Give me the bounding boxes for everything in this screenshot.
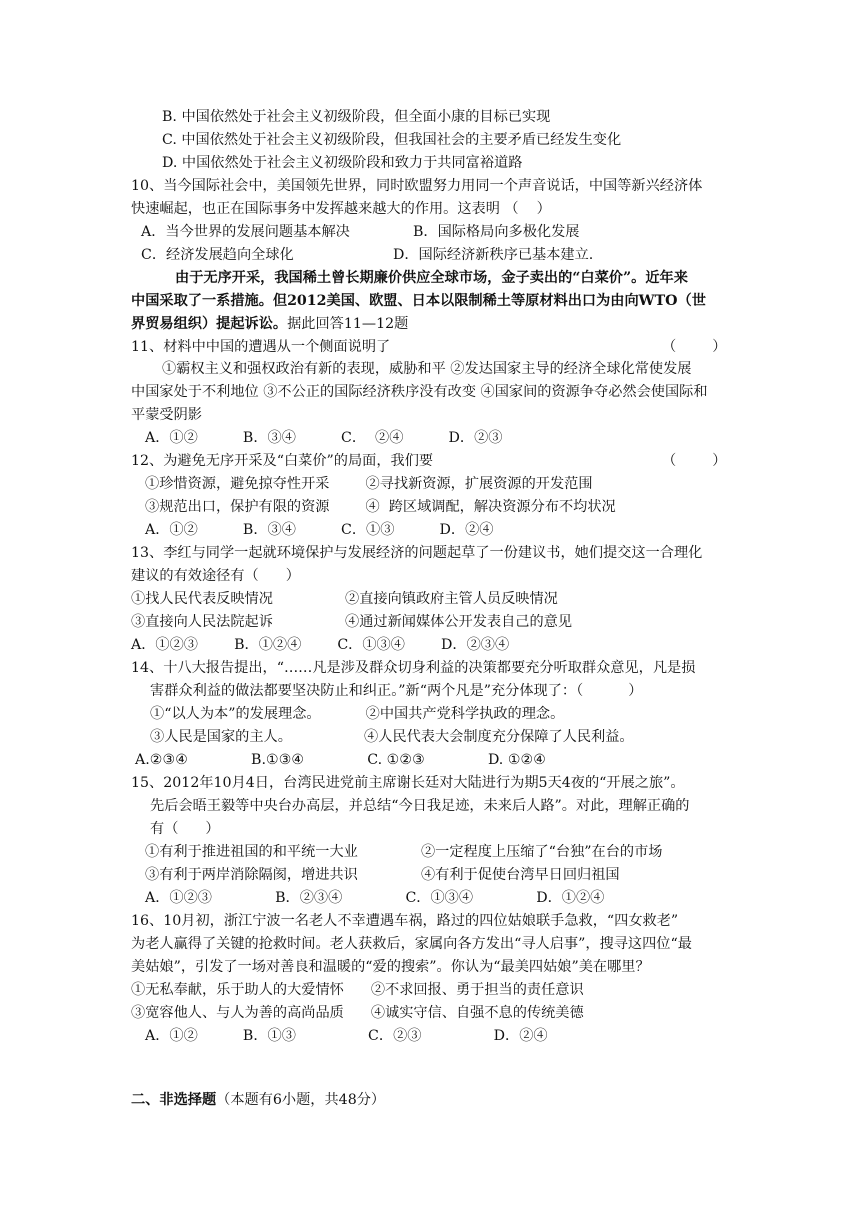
section-2-heading <box>131 1090 385 1110</box>
material-line1: 由于无序开采，我国稀土曾长期廉价供应全球市场，金子卖出的“白菜价”。近年来 <box>175 270 688 286</box>
section-2-note: （本题有6小题，共48分） <box>216 1092 386 1108</box>
q12-items-line1: ①珍惜资源，避免掠夺性开采 ②寻找新资源，扩展资源的开发范围 <box>145 476 593 492</box>
q14-items-line2: ③人民是国家的主人。 ④人民代表大会制度充分保障了人民利益。 <box>150 729 634 745</box>
q16-items-line2: ③宽容他人、与人为善的高尚品质 ④诚实守信、自强不息的传统美德 <box>131 1005 584 1021</box>
q16-items-line1: ①无私奉献，乐于助人的大爱情怀 ②不求回报、勇于担当的责任意识 <box>131 982 584 998</box>
q15-stem-line3: 有（ ） <box>150 821 220 837</box>
q14-stem-line2: 害群众利益的做法都要坚决防止和纠正。”新“两个凡是”充分体现了：（ ） <box>150 683 643 699</box>
q13-stem-line1: 13、李红与同学一起就环境保护与发展经济的问题起草了一份建议书，她们提交这一合理化 <box>131 545 703 561</box>
q11-stem: 11、材料中中国的遭遇从一个侧面说明了 <box>131 339 391 355</box>
q9-option-c: C. 中国依然处于社会主义初级阶段，但我国社会的主要矛盾已经发生变化 <box>162 132 622 148</box>
q14-options: A.②③④ B.①③④ C. ①②③ D. ①②④ <box>135 752 546 768</box>
q10-stem-line2: 快速崛起，也正在国际事务中发挥越来越大的作用。这表明 （ ） <box>131 201 551 217</box>
q16-stem-line2: 为老人赢得了关键的抢救时间。老人获救后，家属向各方发出“寻人启事”，搜寻这四位“最 <box>131 936 692 952</box>
q13-stem-line2: 建议的有效途径有（ ） <box>131 568 300 584</box>
q15-stem-line2: 先后会晤王毅等中央台办高层，并总结“今日我足迹，未来后人路”。对此，理解正确的 <box>150 798 690 814</box>
q15-items-line1: ①有利于推进祖国的和平统一大业 ②一定程度上压缩了“台独”在台的市场 <box>145 844 663 860</box>
q10-options-cd: C．经济发展趋向全球化 D．国际经济新秩序已基本建立. <box>141 247 594 263</box>
q11-options: A．①② B．③④ C． ②④ D．②③ <box>145 430 503 446</box>
q12-stem: 12、为避免无序开采及“白菜价”的局面，我们要 <box>131 453 434 469</box>
q13-items-line1: ①找人民代表反映情况 ②直接向镇政府主管人员反映情况 <box>131 591 558 607</box>
material-line2: 中国采取了一系措施。但2012美国、欧盟、日本以限制稀土等原材料出口为由向WTO（世 <box>131 293 706 309</box>
q12-answer-paren: （ ） <box>662 453 727 469</box>
q9-option-d: D. 中国依然处于社会主义初级阶段和致力于共同富裕道路 <box>162 155 523 171</box>
q13-options: A．①②③ B．①②④ C．①③④ D．②③④ <box>131 637 510 653</box>
q11-items-line1: ①霸权主义和强权政治有新的表现，威胁和平 ②发达国家主导的经济全球化常使发展 <box>162 361 692 377</box>
material-line3 <box>131 314 408 334</box>
q14-items-line1: ①“以人为本”的发展理念。 ②中国共产党科学执政的理念。 <box>150 706 565 722</box>
q9-option-b: B. 中国依然处于社会主义初级阶段，但全面小康的目标已实现 <box>162 109 551 125</box>
q12-items-line2: ③规范出口，保护有限的资源 ④ 跨区域调配，解决资源分布不均状况 <box>145 499 616 515</box>
q16-stem-line1: 16、10月初，浙江宁波一名老人不幸遭遇车祸，路过的四位姑娘联手急救，“四女救老” <box>131 913 679 929</box>
material-instruction: 据此回答11—12题 <box>287 316 409 332</box>
q15-options: A．①②③ B．②③④ C．①③④ D．①②④ <box>145 890 605 906</box>
material-line3-bold: 界贸易组织）提起诉讼。 <box>131 316 288 332</box>
q11-items-line3: 平蒙受阴影 <box>131 407 202 423</box>
q10-stem-line1: 10、当今国际社会中，美国领先世界，同时欧盟努力用同一个声音说话，中国等新兴经济体 <box>131 178 703 194</box>
q12-options: A．①② B．③④ C．①③ D．②④ <box>145 522 494 538</box>
q14-stem-line1: 14、十八大报告提出，“……凡是涉及群众切身利益的决策都要充分听取群众意见，凡是损 <box>131 660 696 676</box>
q16-stem-line3: 美姑娘”，引发了一场对善良和温暖的“爱的搜索”。你认为“最美四姑娘”美在哪里？ <box>131 959 650 975</box>
q11-answer-paren: （ ） <box>662 339 727 355</box>
q13-items-line2: ③直接向人民法院起诉 ④通过新闻媒体公开发表自己的意见 <box>131 614 573 630</box>
q11-items-line2: 中国家处于不利地位 ③不公正的国际经济秩序没有改变 ④国家间的资源争夺必然会使国际和 <box>131 384 708 400</box>
q16-options: A．①② B．①③ C．②③ D．②④ <box>145 1028 548 1044</box>
section-2-title: 二、非选择题 <box>131 1092 217 1108</box>
q15-items-line2: ③有利于两岸消除隔阂，增进共识 ④有利于促使台湾早日回归祖国 <box>145 867 620 883</box>
q15-stem-line1: 15、2012年10月4日，台湾民进党前主席谢长廷对大陆进行为期5天4夜的“开展之旅”。 <box>131 775 685 791</box>
q10-options-ab: A．当今世界的发展问题基本解决 B．国际格局向多极化发展 <box>141 224 580 240</box>
